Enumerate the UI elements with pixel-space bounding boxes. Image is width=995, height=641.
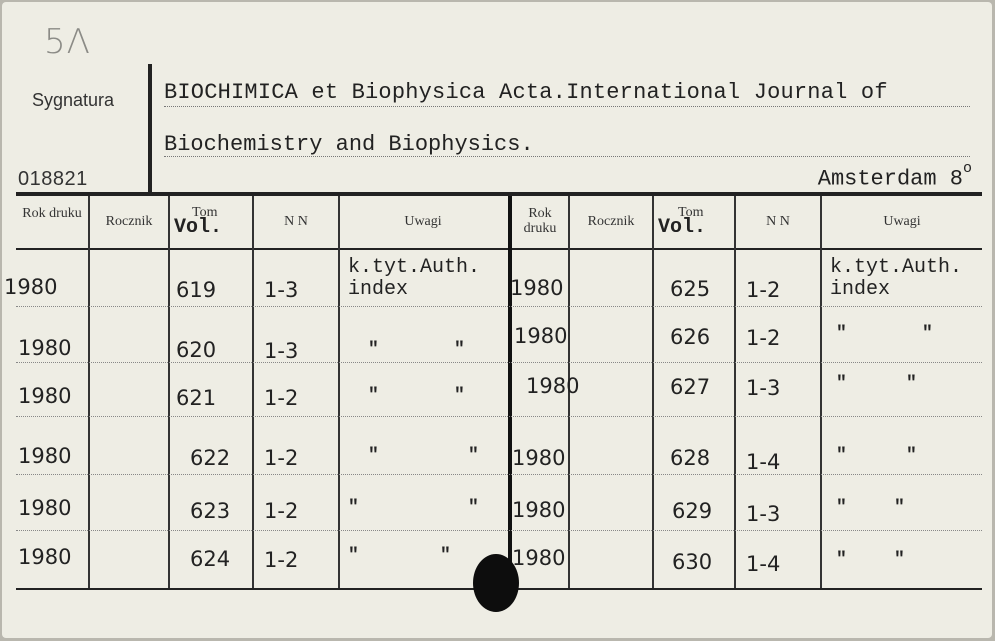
ditto-mark: " (894, 498, 905, 518)
header-divider (148, 64, 152, 196)
header-rok-druku: Rok druku (22, 206, 82, 221)
row-rule (16, 530, 982, 531)
rok-cell: 1980 (512, 546, 566, 570)
nn-cell: 1-2 (264, 548, 299, 572)
title-line-1: BIOCHIMICA et Biophysica Acta.International Journal of (164, 80, 888, 105)
vol-cell: 622 (190, 446, 231, 470)
sygnatura-number: 018821 (18, 168, 88, 190)
rok-cell: 1980 (510, 276, 564, 300)
vol-cell: 621 (176, 386, 217, 410)
ditto-mark: " (468, 498, 479, 518)
rok-cell: 1980 (18, 336, 72, 360)
vol-cell: 627 (670, 375, 711, 399)
header-nn: N N (766, 214, 790, 229)
header-rok-druku: Rok druku (523, 206, 557, 236)
vol-cell: 629 (672, 499, 713, 523)
header-rocznik: Rocznik (587, 214, 635, 229)
rok-cell: 1980 (18, 384, 72, 408)
header-uwagi: Uwagi (404, 214, 442, 229)
uwagi-cell: k.tyt.Auth. (348, 256, 481, 279)
place-of-publication: Amsterdam 8$^o$ (817, 160, 972, 192)
header-uwagi: Uwagi (883, 214, 921, 229)
rok-cell: 1980 (18, 545, 72, 569)
ditto-mark: " (454, 386, 465, 406)
ditto-mark: " (348, 498, 359, 518)
ditto-mark: " (836, 324, 847, 344)
pencil-mark: 5Λ (44, 22, 91, 62)
ditto-mark: " (836, 498, 847, 518)
vol-cell: 623 (190, 499, 231, 523)
header-vol: Vol. (174, 216, 223, 239)
nn-cell: 1-3 (264, 278, 299, 302)
ditto-mark: " (468, 446, 479, 466)
ditto-mark: " (454, 340, 465, 360)
uwagi-cell: index (348, 278, 409, 301)
nn-cell: 1-2 (746, 278, 781, 302)
header-rocznik: Rocznik (105, 214, 153, 229)
vol-cell: 625 (670, 277, 711, 301)
header-tom: Tom (678, 205, 704, 220)
rok-cell: 1980 (526, 374, 580, 398)
ditto-mark: " (906, 446, 917, 466)
ditto-mark: " (440, 546, 451, 566)
title-rule-2 (164, 156, 970, 157)
rok-cell: 1980 (514, 324, 568, 348)
uwagi-cell: index (830, 278, 891, 301)
rok-cell: 1980 (18, 496, 72, 520)
row-rule (16, 474, 982, 475)
rok-cell: 1980 (18, 444, 72, 468)
ditto-mark: " (836, 550, 847, 570)
nn-cell: 1-3 (264, 339, 299, 363)
nn-cell: 1-2 (264, 446, 299, 470)
vol-cell: 626 (670, 325, 711, 349)
ditto-mark: " (368, 446, 379, 466)
nn-cell: 1-2 (264, 499, 299, 523)
row-rule (16, 362, 982, 363)
title-line-2: Biochemistry and Biophysics. (164, 132, 534, 157)
uwagi-cell: k.tyt.Auth. (830, 256, 963, 279)
ditto-mark: " (368, 386, 379, 406)
vol-cell: 620 (176, 338, 217, 362)
vol-cell: 630 (672, 550, 713, 574)
nn-cell: 1-3 (746, 376, 781, 400)
ditto-mark: " (906, 374, 917, 394)
ditto-mark: " (836, 446, 847, 466)
table-top-rule (16, 192, 982, 196)
header-tom: Tom (192, 205, 218, 220)
nn-cell: 1-4 (746, 552, 781, 576)
nn-cell: 1-3 (746, 502, 781, 526)
ditto-mark: " (368, 340, 379, 360)
vol-cell: 619 (176, 278, 217, 302)
header-nn: N N (284, 214, 308, 229)
ditto-mark: " (836, 374, 847, 394)
catalog-card (2, 2, 992, 638)
header-vol: Vol. (658, 216, 707, 239)
nn-cell: 1-4 (746, 450, 781, 474)
nn-cell: 1-2 (746, 326, 781, 350)
ditto-mark: " (894, 550, 905, 570)
rok-cell: 1980 (512, 446, 566, 470)
punch-hole (473, 554, 519, 612)
table-header-rule (16, 248, 982, 250)
row-rule (16, 306, 982, 307)
ditto-mark: " (348, 546, 359, 566)
title-rule-1 (164, 106, 970, 107)
vol-cell: 624 (190, 547, 231, 571)
rok-cell: 1980 (512, 498, 566, 522)
ditto-mark: " (922, 324, 933, 344)
row-rule (16, 416, 982, 417)
nn-cell: 1-2 (264, 386, 299, 410)
sygnatura-label: Sygnatura (32, 90, 115, 110)
rok-cell: 1980 (4, 275, 58, 299)
vol-cell: 628 (670, 446, 711, 470)
